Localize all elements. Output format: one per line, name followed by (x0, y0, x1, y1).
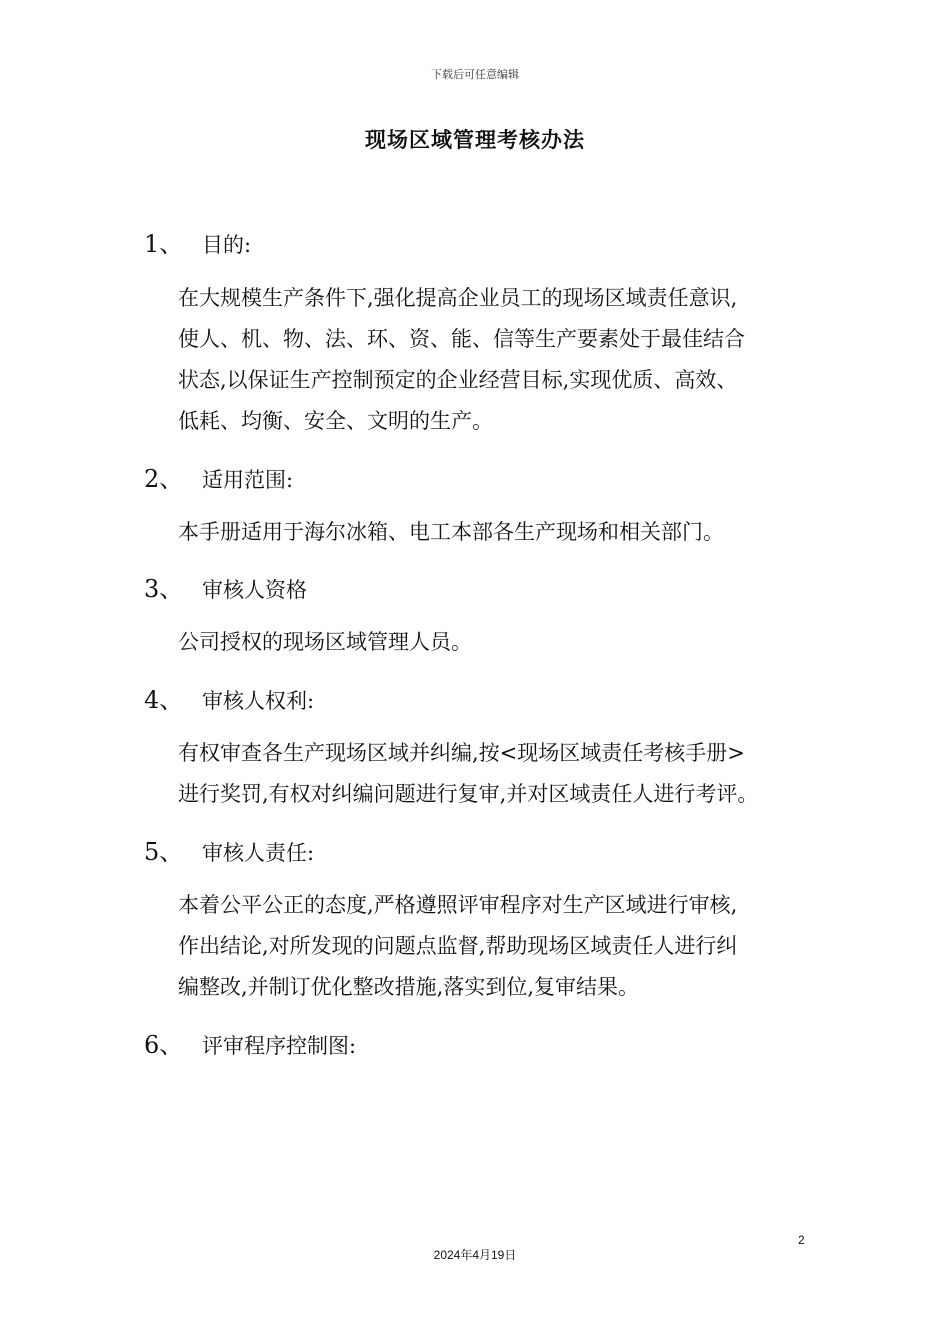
body-line: 进行奖罚,有权对纠编问题进行复审,并对区域责任人进行考评。 (178, 782, 759, 806)
section-body (178, 278, 828, 442)
document-title: 现场区域管理考核办法 (365, 127, 585, 152)
section-body (178, 733, 828, 815)
section-number: 2、 (144, 465, 184, 493)
section-number: 4、 (144, 686, 184, 714)
section-body (178, 885, 828, 1008)
section-label: 适用范围: (202, 468, 294, 492)
section-heading (144, 832, 314, 867)
body-line: 有权审查各生产现场区域并纠编,按<现场区域责任考核手册> (178, 741, 745, 765)
body-line: 使人、机、物、法、环、资、能、信等生产要素处于最佳结合 (178, 327, 745, 351)
body-line: 公司授权的现场区域管理人员。 (178, 630, 472, 654)
section-heading (144, 1025, 356, 1060)
footer-date: 2024年4月19日 (433, 1248, 517, 1262)
section-label: 审核人责任: (202, 841, 315, 865)
section-label: 目的: (202, 233, 252, 257)
page-number: 2 (798, 1233, 805, 1247)
section-body (178, 512, 828, 553)
section-label: 评审程序控制图: (202, 1034, 357, 1058)
section-number: 1、 (144, 230, 184, 258)
section-number: 3、 (144, 575, 184, 603)
body-line: 作出结论,对所发现的问题点监督,帮助现场区域责任人进行纠 (178, 934, 738, 958)
section-label: 审核人资格 (202, 578, 307, 602)
body-line: 本着公平公正的态度,严格遵照评审程序对生产区域进行审核, (178, 893, 738, 917)
header-note: 下载后可任意编辑 (431, 68, 519, 81)
body-line: 编整改,并制订优化整改措施,落实到位,复审结果。 (178, 975, 640, 999)
section-heading (144, 459, 293, 494)
section-heading (144, 680, 314, 715)
body-line: 本手册适用于海尔冰箱、电工本部各生产现场和相关部门。 (178, 520, 724, 544)
section-label: 审核人权利: (202, 689, 315, 713)
body-line: 状态,以保证生产控制预定的企业经营目标,实现优质、高效、 (178, 368, 738, 392)
section-heading (144, 569, 307, 604)
body-line: 低耗、均衡、安全、文明的生产。 (178, 409, 493, 433)
section-heading (144, 224, 251, 259)
section-number: 5、 (144, 838, 184, 866)
section-number: 6、 (144, 1031, 184, 1059)
body-line: 在大规模生产条件下,强化提高企业员工的现场区域责任意识, (178, 286, 738, 310)
section-body (178, 622, 828, 663)
